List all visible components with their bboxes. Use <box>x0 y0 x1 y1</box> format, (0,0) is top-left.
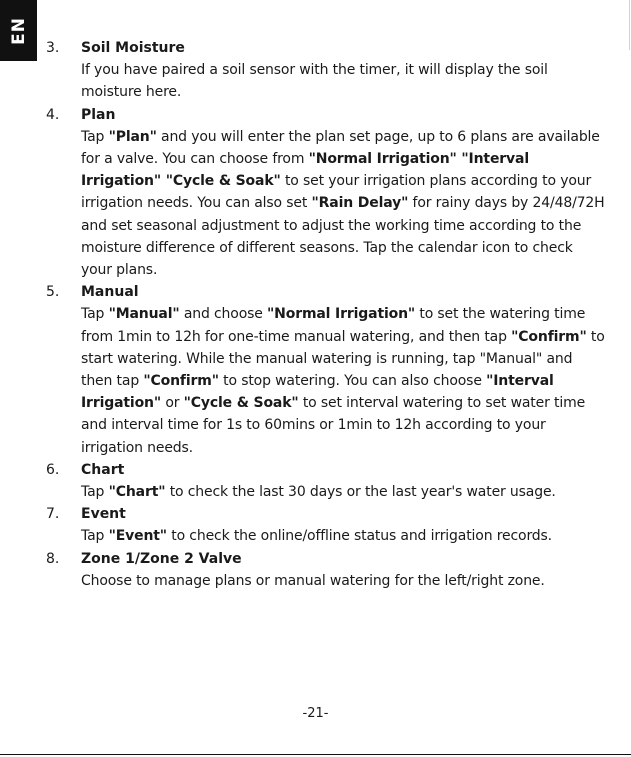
item-title: Plan <box>81 106 116 123</box>
emphasized-term: "Normal Irrigation" <box>267 306 416 323</box>
item-number: 5. <box>46 284 60 301</box>
emphasized-term: "Confirm" <box>143 373 219 390</box>
page-number: -21- <box>302 706 329 721</box>
body-text: Tap <box>81 528 109 545</box>
list-item <box>46 503 606 547</box>
body-text: to set interval watering to set water time and interval time for 1s to 60mins or 1min to 12h according to your irrigation needs. <box>81 395 586 456</box>
item-body <box>81 303 606 458</box>
body-text: for rainy days by 24/48/72H and set seasonal adjustment to adjust the working time according to the moisture difference of different seasons. Tap the calendar icon to check your plans. <box>81 195 605 279</box>
item-title: Event <box>81 506 126 523</box>
body-text: to stop watering. You can also choose <box>218 373 487 390</box>
emphasized-term: "Chart" <box>108 484 166 501</box>
item-title: Manual <box>81 284 139 301</box>
item-title: Chart <box>81 461 125 478</box>
language-tab-label: EN <box>8 16 29 45</box>
item-number: 8. <box>46 550 60 567</box>
item-title: Soil Moisture <box>81 40 185 56</box>
instructions-list <box>46 37 606 592</box>
list-item <box>46 37 606 104</box>
body-text: or <box>161 395 184 412</box>
body-text: to check the last 30 days or the last year's water usage. <box>165 484 556 501</box>
body-text: Choose to manage plans or manual watering for the left/right zone. <box>81 572 545 589</box>
body-text: Tap <box>81 306 109 323</box>
emphasized-term: "Interval Irrigation" <box>81 373 554 412</box>
margin-rule <box>629 0 630 50</box>
emphasized-term: "Event" <box>108 528 167 545</box>
list-item <box>46 548 606 592</box>
item-number: 6. <box>46 461 60 478</box>
emphasized-term: "Cycle & Soak" <box>183 395 299 412</box>
body-text: to set your irrigation plans according to your irrigation needs. You can also set <box>81 173 592 212</box>
emphasized-term: "Normal Irrigation" "Interval Irrigation" "Cycle & Soak" <box>81 151 529 190</box>
body-text: Tap <box>81 128 109 145</box>
language-tab <box>0 0 37 61</box>
body-text: and you will enter the plan set page, up to 6 plans are available for a valve. You can choose from <box>81 128 600 168</box>
footer-divider <box>0 754 631 755</box>
item-title: Zone 1/Zone 2 Valve <box>81 550 242 567</box>
list-item <box>46 281 606 459</box>
body-text: to set the watering time from 1min to 12h for one-time manual watering, and then tap <box>81 306 586 345</box>
emphasized-term: "Rain Delay" <box>311 195 409 212</box>
body-text: If you have paired a soil sensor with the timer, it will display the soil moisture here. <box>81 62 548 101</box>
item-body <box>81 525 606 547</box>
item-body <box>81 570 606 592</box>
body-text: to start watering. While the manual watering is running, tap "Manual" and then tap <box>81 328 605 390</box>
emphasized-term: "Confirm" <box>511 328 587 345</box>
body-text: to check the online/offline status and irrigation records. <box>166 528 552 545</box>
body-text: and choose <box>179 306 268 323</box>
body-text: Tap <box>81 484 109 501</box>
item-body <box>81 59 606 103</box>
item-number: 4. <box>46 106 60 123</box>
item-number: 7. <box>46 506 60 523</box>
list-item <box>46 459 606 503</box>
item-number: 3. <box>46 40 60 56</box>
emphasized-term: "Manual" <box>108 306 180 323</box>
item-body <box>81 481 606 503</box>
item-body <box>81 126 606 281</box>
emphasized-term: "Plan" <box>108 128 157 145</box>
list-item <box>46 104 606 282</box>
